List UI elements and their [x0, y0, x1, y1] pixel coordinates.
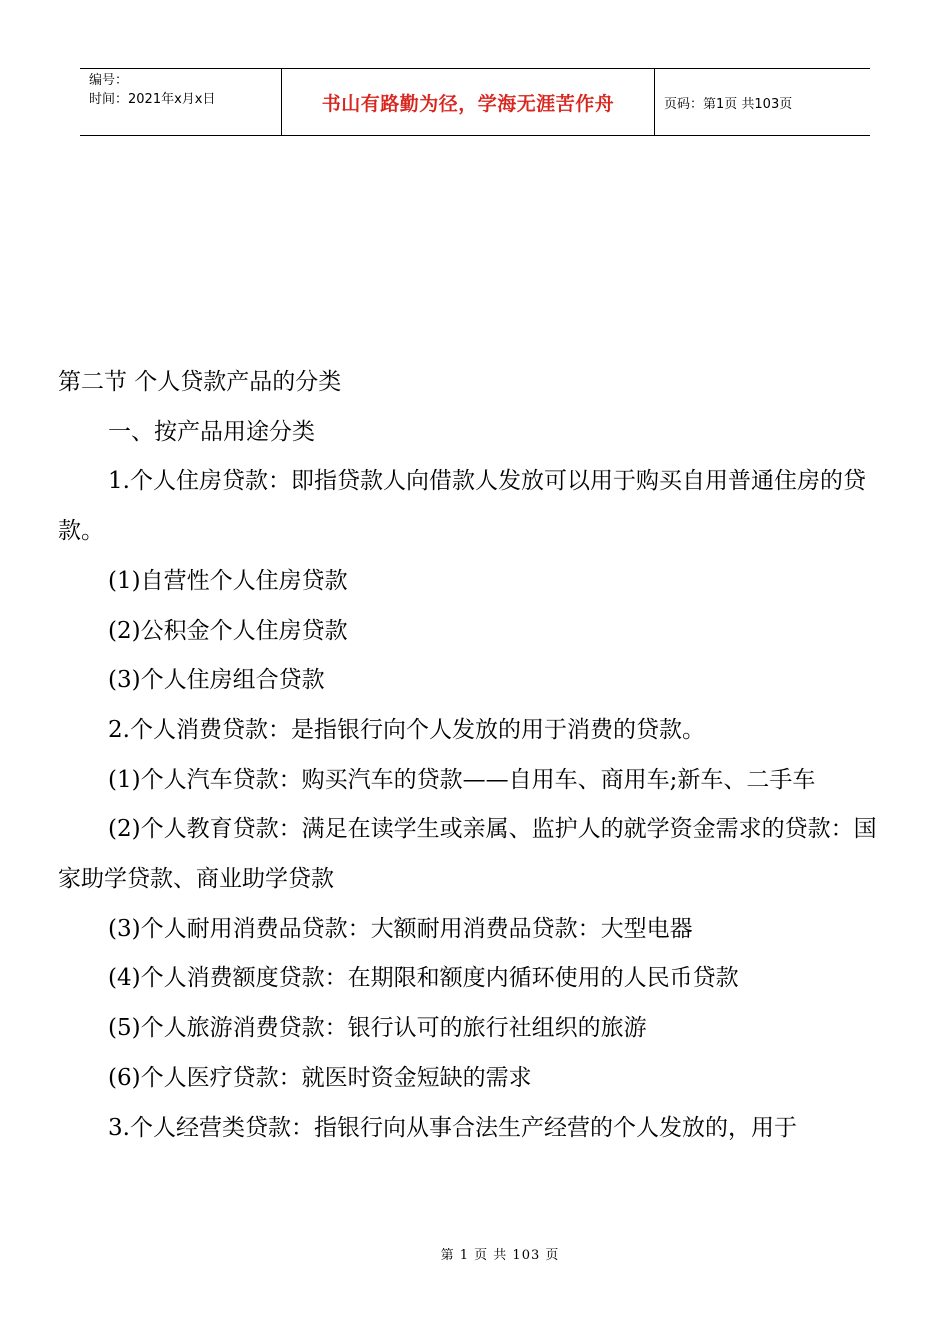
header-page-info: 页码：第1页 共103页 [664, 96, 793, 112]
sub-item: (2)个人教育贷款：满足在读学生或亲属、监护人的就学资金需求的贷款：国家助学贷款、商业助学贷款 [58, 816, 877, 893]
sub-item: (3)个人耐用消费品贷款：大额耐用消费品贷款：大型电器 [108, 915, 693, 942]
section-title: 第二节 个人贷款产品的分类 [58, 369, 342, 395]
document-time-label: 时间：2021年x月x日 [89, 92, 216, 107]
document-number-label: 编号： [89, 73, 129, 88]
sub-item: (2)公积金个人住房贷款 [108, 617, 348, 644]
item-consumer-loan: 2.个人消费贷款：是指银行向个人发放的用于消费的贷款。 [108, 716, 705, 743]
sub-item: (6)个人医疗贷款：就医时资金短缺的需求 [108, 1064, 532, 1091]
heading-by-purpose: 一、按产品用途分类 [108, 418, 315, 445]
document-body [58, 358, 894, 1153]
sub-item: (5)个人旅游消费贷款：银行认可的旅行社组织的旅游 [108, 1015, 647, 1042]
header-meta-cell [80, 69, 282, 135]
sub-item: (4)个人消费额度贷款：在期限和额度内循环使用的人民币贷款 [108, 965, 739, 992]
sub-item: (1)个人汽车贷款：购买汽车的贷款——自用车、商用车;新车、二手车 [108, 766, 816, 793]
sub-item: (3)个人住房组合贷款 [108, 667, 325, 694]
header-motto: 书山有路勤为径，学海无涯苦作舟 [282, 69, 655, 135]
page-footer: 第 1 页 共 103 页 [440, 1248, 560, 1263]
item-business-loan: 3.个人经营类贷款：指银行向从事合法生产经营的个人发放的，用于 [108, 1114, 797, 1141]
item-housing-loan: 1.个人住房贷款：即指贷款人向借款人发放可以用于购买自用普通住房的贷款。 [58, 468, 866, 545]
sub-item: (1)自营性个人住房贷款 [108, 567, 348, 594]
document-header [80, 68, 870, 136]
